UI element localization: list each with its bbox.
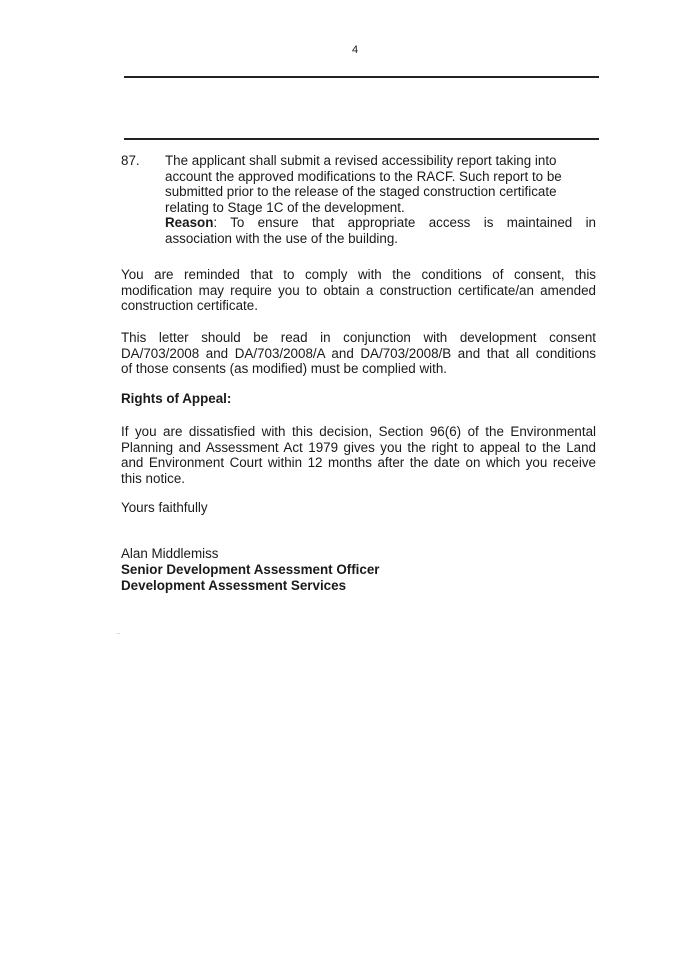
appeal-line: and Environment Court within 12 months after the date on which you receive	[121, 455, 596, 471]
conjunction-line: of those consents (as modified) must be complied with.	[121, 361, 447, 377]
condition-line: The applicant shall submit a revised accessibility report taking into	[165, 153, 557, 168]
reminder-line: construction certificate.	[121, 298, 258, 314]
section-rule	[124, 138, 599, 140]
appeal-paragraph	[121, 424, 596, 486]
appeal-line: this notice.	[121, 470, 186, 486]
reason-text: : To ensure that appropriate access is maintained in	[213, 215, 596, 231]
condition-body	[165, 153, 596, 247]
signatory-department: Development Assessment Services	[121, 578, 347, 593]
signatory-name: Alan Middlemiss	[121, 546, 219, 561]
condition-line: submitted prior to the release of the staged construction certificate	[165, 184, 557, 200]
signatory-title: Senior Development Assessment Officer	[121, 562, 380, 577]
reason-label: Reason	[165, 215, 214, 231]
reminder-paragraph	[121, 267, 596, 314]
header-rule	[124, 76, 599, 78]
reminder-line: modification may require you to obtain a construction certificate/an amended	[121, 282, 596, 298]
appeal-line: Planning and Assessment Act 1979 gives you the right to appeal to the Land	[121, 439, 596, 455]
appeal-line: If you are dissatisfied with this decision, Section 96(6) of the Environmental	[121, 424, 596, 439]
condition-number: 87.	[121, 153, 140, 168]
conjunction-line: This letter should be read in conjunction with development consent	[121, 330, 596, 345]
condition-reason	[165, 215, 596, 231]
page-number: 4	[351, 44, 359, 56]
reason-text-continued: association with the use of the building.	[165, 230, 398, 246]
condition-line: relating to Stage 1C of the development.	[165, 199, 405, 215]
conjunction-paragraph	[121, 330, 596, 377]
closing-salutation: Yours faithfully	[121, 500, 208, 515]
conjunction-line: DA/703/2008 and DA/703/2008/A and DA/703/2008/B and that all conditions	[121, 345, 596, 361]
condition-line: account the approved modifications to the RACF. Such report to be	[165, 168, 562, 184]
reminder-line: You are reminded that to comply with the conditions of consent, this	[121, 267, 596, 282]
condition-87	[121, 153, 596, 247]
appeal-heading: Rights of Appeal:	[121, 391, 232, 406]
scan-speck	[117, 633, 120, 634]
